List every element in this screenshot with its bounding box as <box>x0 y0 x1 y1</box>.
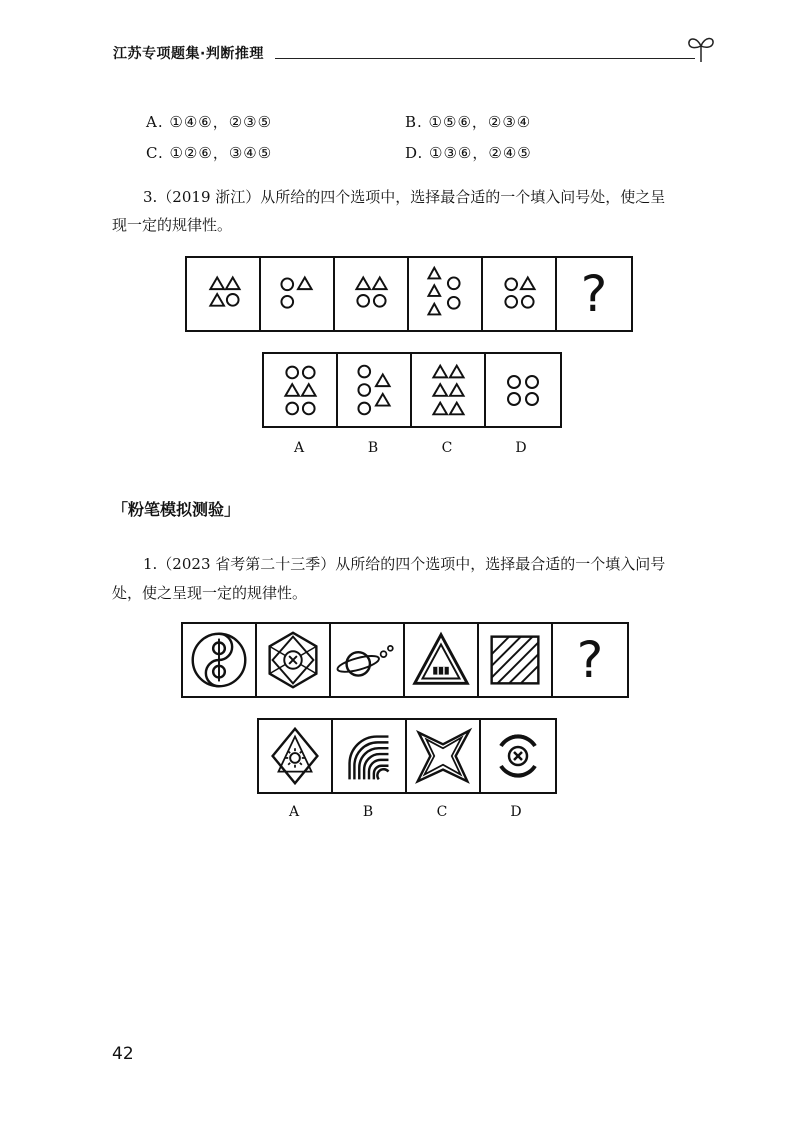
sprout-icon <box>684 30 718 64</box>
m1-option-a[interactable] <box>259 720 333 792</box>
mock-question-1-text-line2: 处，使之呈现一定的规律性。 <box>112 584 308 602</box>
m1-option-label-b: B <box>362 804 374 820</box>
m1-figure-hexagon <box>257 624 331 696</box>
mock-question-1-figure-row <box>181 622 629 698</box>
q3-figure-3 <box>335 258 409 330</box>
q3-option-label-b: B <box>367 440 379 456</box>
prev-option-a: A. ①④⑥，②③⑤ <box>146 113 273 131</box>
header-rule <box>275 58 695 59</box>
mock-question-1-text-line1: 1.（2023 省考第二十三季）从所给的四个选项中，选择最合适的一个填入问号 <box>143 555 666 573</box>
page-number: 42 <box>112 1044 134 1064</box>
prev-option-b: B. ①⑤⑥，②③④ <box>405 113 532 131</box>
q3-figure-4 <box>409 258 483 330</box>
header-title: 江苏专项题集·判断推理 <box>113 46 264 62</box>
q3-option-a[interactable] <box>264 354 338 426</box>
m1-option-c[interactable] <box>407 720 481 792</box>
question-mark: ? <box>576 631 604 689</box>
q3-question-cell <box>557 258 631 330</box>
m1-figure-yin-yang <box>183 624 257 696</box>
m1-figure-planet <box>331 624 405 696</box>
m1-option-label-d: D <box>510 804 522 820</box>
mock-question-1-options-row <box>257 718 557 820</box>
m1-option-label-c: C <box>436 804 448 820</box>
m1-figure-triangle <box>405 624 479 696</box>
m1-option-b[interactable] <box>333 720 407 792</box>
m1-question-cell <box>553 624 627 696</box>
question-3-text-line2: 现一定的规律性。 <box>112 216 233 234</box>
q3-option-label-d: D <box>515 440 527 456</box>
q3-figure-5 <box>483 258 557 330</box>
q3-option-label-c: C <box>441 440 453 456</box>
q3-figure-2 <box>261 258 335 330</box>
prev-option-c: C. ①②⑥，③④⑤ <box>146 144 273 162</box>
question-3-figure-row <box>185 256 633 332</box>
q3-option-b[interactable] <box>338 354 412 426</box>
prev-option-d: D. ①③⑥，②④⑤ <box>405 144 532 162</box>
question-mark: ? <box>580 265 608 323</box>
m1-figure-hatched-square <box>479 624 553 696</box>
m1-option-label-a: A <box>288 804 300 820</box>
q3-option-d[interactable] <box>486 354 560 426</box>
question-3-text-line1: 3.（2019 浙江）从所给的四个选项中，选择最合适的一个填入问号处，使之呈 <box>143 188 666 206</box>
section-title: 「粉笔模拟测验」 <box>112 500 241 519</box>
q3-option-c[interactable] <box>412 354 486 426</box>
question-3-options-row <box>262 352 562 456</box>
q3-option-label-a: A <box>293 440 305 456</box>
q3-figure-1 <box>187 258 261 330</box>
m1-option-d[interactable] <box>481 720 555 792</box>
